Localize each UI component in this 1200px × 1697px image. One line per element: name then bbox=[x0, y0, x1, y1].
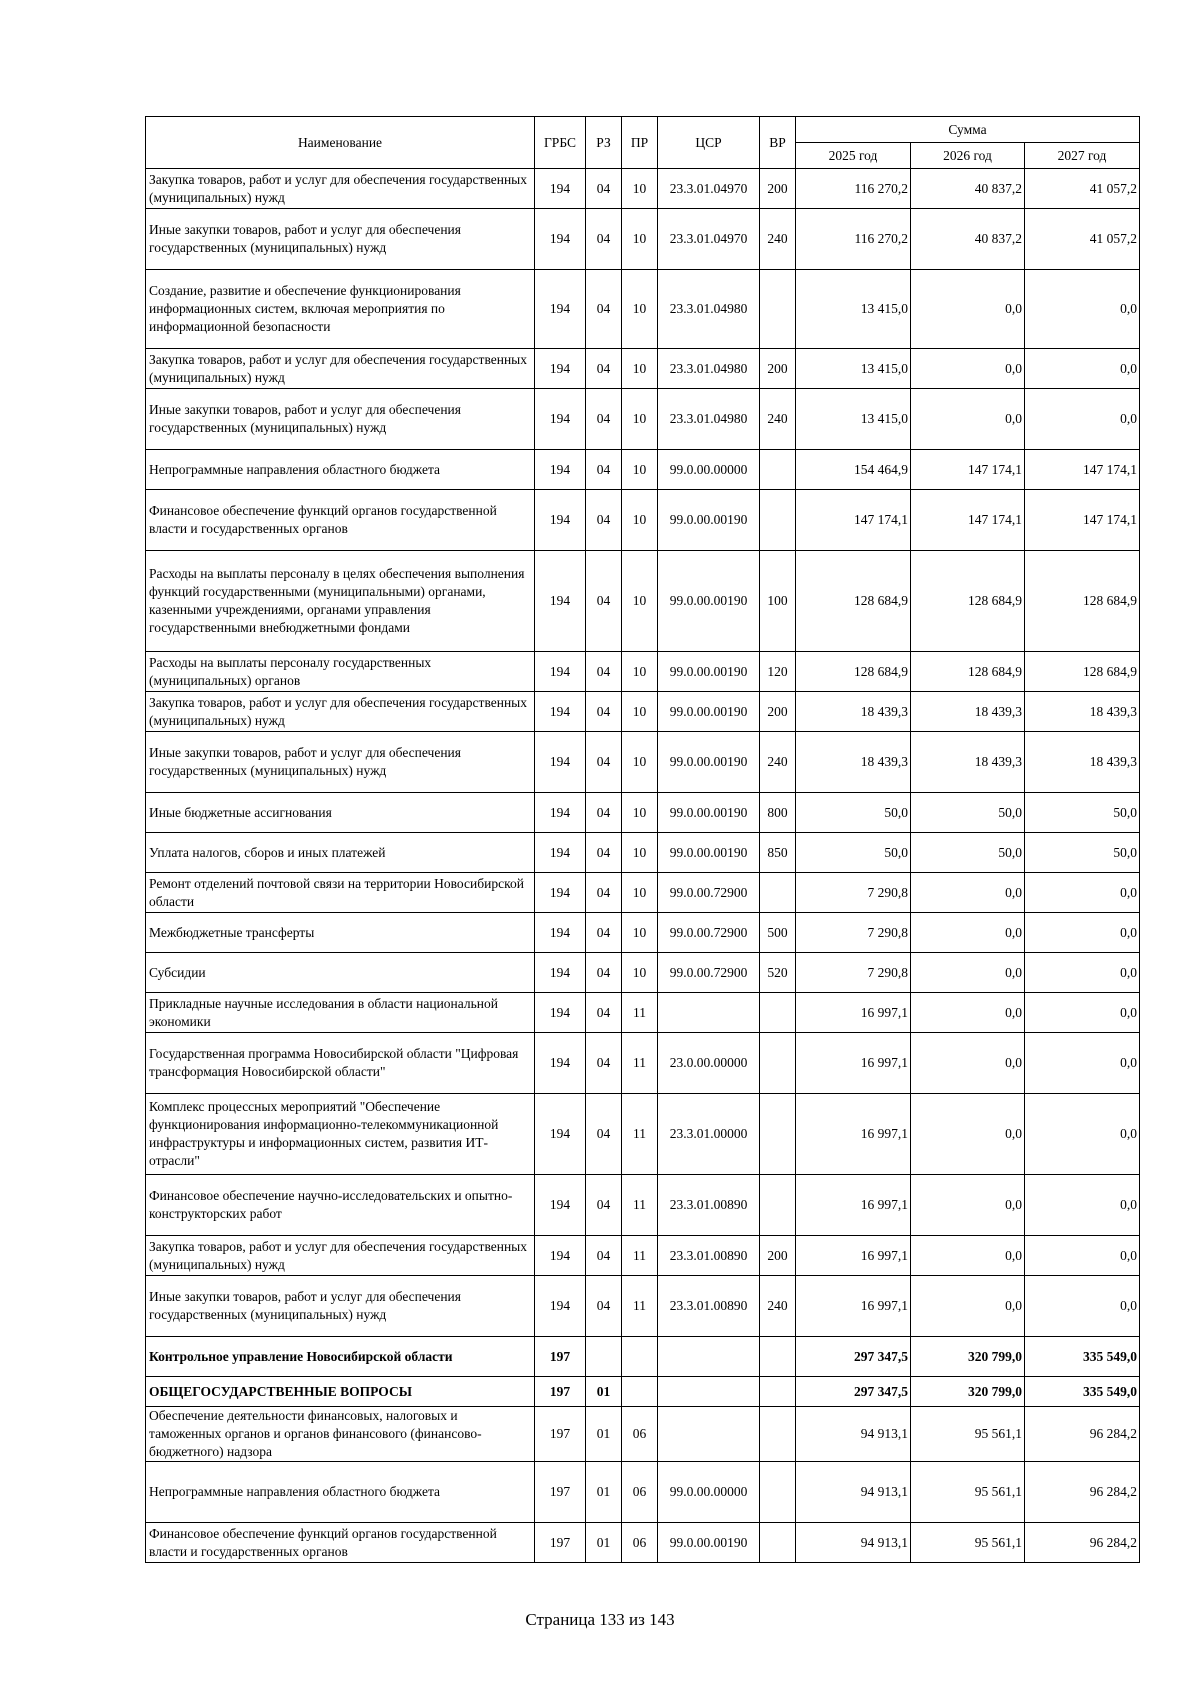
budget-table bbox=[145, 116, 1140, 1563]
row-sum-2026: 95 561,1 bbox=[911, 1523, 1025, 1563]
row-grbs: 194 bbox=[535, 913, 586, 953]
row-sum-2026: 128 684,9 bbox=[911, 652, 1025, 692]
row-name: Закупка товаров, работ и услуг для обеспечения государственных (муниципальных) нужд bbox=[146, 169, 535, 209]
row-rz: 04 bbox=[586, 1033, 622, 1094]
row-sum-2027: 0,0 bbox=[1025, 1033, 1140, 1094]
row-sum-2026: 128 684,9 bbox=[911, 551, 1025, 652]
row-sum-2025: 94 913,1 bbox=[796, 1462, 911, 1523]
row-pr: 10 bbox=[622, 349, 658, 389]
row-grbs: 194 bbox=[535, 1094, 586, 1175]
table-row bbox=[146, 1377, 1140, 1407]
header-rz: РЗ bbox=[586, 117, 622, 169]
table-row bbox=[146, 953, 1140, 993]
header-grbs: ГРБС bbox=[535, 117, 586, 169]
row-vr: 100 bbox=[760, 551, 796, 652]
row-sum-2026: 320 799,0 bbox=[911, 1337, 1025, 1377]
row-pr: 10 bbox=[622, 551, 658, 652]
row-sum-2026: 320 799,0 bbox=[911, 1377, 1025, 1407]
row-csr bbox=[658, 1377, 760, 1407]
row-sum-2026: 147 174,1 bbox=[911, 490, 1025, 551]
row-sum-2027: 147 174,1 bbox=[1025, 490, 1140, 551]
row-vr: 240 bbox=[760, 389, 796, 450]
table-row bbox=[146, 349, 1140, 389]
row-sum-2027: 0,0 bbox=[1025, 953, 1140, 993]
row-csr: 23.3.01.00890 bbox=[658, 1175, 760, 1236]
row-sum-2025: 50,0 bbox=[796, 793, 911, 833]
row-sum-2026: 0,0 bbox=[911, 993, 1025, 1033]
row-name: Иные закупки товаров, работ и услуг для обеспечения государственных (муниципальных) нужд bbox=[146, 1276, 535, 1337]
row-rz: 04 bbox=[586, 953, 622, 993]
row-rz: 01 bbox=[586, 1407, 622, 1462]
row-rz: 04 bbox=[586, 1236, 622, 1276]
row-csr: 99.0.00.00000 bbox=[658, 1462, 760, 1523]
row-rz: 04 bbox=[586, 209, 622, 270]
row-name: Уплата налогов, сборов и иных платежей bbox=[146, 833, 535, 873]
row-sum-2025: 13 415,0 bbox=[796, 349, 911, 389]
table-body bbox=[146, 169, 1140, 1563]
row-sum-2026: 40 837,2 bbox=[911, 169, 1025, 209]
row-grbs: 194 bbox=[535, 389, 586, 450]
row-vr: 200 bbox=[760, 349, 796, 389]
row-sum-2027: 0,0 bbox=[1025, 389, 1140, 450]
row-name: Закупка товаров, работ и услуг для обеспечения государственных (муниципальных) нужд bbox=[146, 349, 535, 389]
row-rz: 04 bbox=[586, 169, 622, 209]
row-pr: 11 bbox=[622, 1236, 658, 1276]
row-csr: 23.3.01.04980 bbox=[658, 389, 760, 450]
row-csr bbox=[658, 1407, 760, 1462]
row-name: Финансовое обеспечение функций органов государственной власти и государственных органов bbox=[146, 490, 535, 551]
row-sum-2026: 0,0 bbox=[911, 913, 1025, 953]
row-vr: 200 bbox=[760, 1236, 796, 1276]
row-csr: 99.0.00.00190 bbox=[658, 1523, 760, 1563]
row-vr bbox=[760, 450, 796, 490]
row-sum-2026: 0,0 bbox=[911, 873, 1025, 913]
table-row bbox=[146, 1175, 1140, 1236]
row-pr: 10 bbox=[622, 450, 658, 490]
row-pr: 06 bbox=[622, 1407, 658, 1462]
row-grbs: 197 bbox=[535, 1462, 586, 1523]
row-sum-2025: 154 464,9 bbox=[796, 450, 911, 490]
row-name: Прикладные научные исследования в области национальной экономики bbox=[146, 993, 535, 1033]
row-vr bbox=[760, 1094, 796, 1175]
row-grbs: 194 bbox=[535, 349, 586, 389]
row-csr: 23.3.01.00890 bbox=[658, 1276, 760, 1337]
row-pr: 10 bbox=[622, 389, 658, 450]
row-name: Ремонт отделений почтовой связи на территории Новосибирской области bbox=[146, 873, 535, 913]
row-sum-2027: 50,0 bbox=[1025, 793, 1140, 833]
row-grbs: 194 bbox=[535, 209, 586, 270]
row-name: Иные закупки товаров, работ и услуг для обеспечения государственных (муниципальных) нужд bbox=[146, 732, 535, 793]
header-year-2026: 2026 год bbox=[911, 143, 1025, 169]
row-sum-2027: 0,0 bbox=[1025, 349, 1140, 389]
row-sum-2027: 0,0 bbox=[1025, 1276, 1140, 1337]
row-pr: 10 bbox=[622, 490, 658, 551]
row-name: Субсидии bbox=[146, 953, 535, 993]
row-rz: 04 bbox=[586, 732, 622, 793]
row-csr: 23.3.01.04980 bbox=[658, 270, 760, 349]
table-row bbox=[146, 1337, 1140, 1377]
row-csr: 99.0.00.72900 bbox=[658, 873, 760, 913]
page-number: Страница 133 из 143 bbox=[525, 1610, 675, 1629]
row-sum-2027: 96 284,2 bbox=[1025, 1523, 1140, 1563]
row-rz: 01 bbox=[586, 1523, 622, 1563]
row-vr: 520 bbox=[760, 953, 796, 993]
row-csr: 23.3.01.04970 bbox=[658, 209, 760, 270]
row-grbs: 194 bbox=[535, 993, 586, 1033]
table-row bbox=[146, 490, 1140, 551]
row-csr: 99.0.00.00190 bbox=[658, 490, 760, 551]
row-pr: 10 bbox=[622, 692, 658, 732]
row-sum-2026: 18 439,3 bbox=[911, 692, 1025, 732]
table-row bbox=[146, 1276, 1140, 1337]
row-sum-2026: 50,0 bbox=[911, 833, 1025, 873]
row-grbs: 194 bbox=[535, 450, 586, 490]
row-pr: 11 bbox=[622, 1094, 658, 1175]
row-sum-2025: 297 347,5 bbox=[796, 1337, 911, 1377]
row-name: Создание, развитие и обеспечение функционирования информационных систем, включая мероприятия по информационной безопасности bbox=[146, 270, 535, 349]
row-rz: 04 bbox=[586, 1175, 622, 1236]
row-sum-2027: 0,0 bbox=[1025, 913, 1140, 953]
row-csr: 99.0.00.00190 bbox=[658, 652, 760, 692]
row-sum-2025: 7 290,8 bbox=[796, 953, 911, 993]
row-name: Комплекс процессных мероприятий "Обеспечение функционирования информационно-телекоммуникационной инфраструктуры и информационных систем, развития ИТ-отрасли" bbox=[146, 1094, 535, 1175]
row-rz: 04 bbox=[586, 873, 622, 913]
row-sum-2027: 0,0 bbox=[1025, 1094, 1140, 1175]
row-csr: 99.0.00.00190 bbox=[658, 793, 760, 833]
row-grbs: 194 bbox=[535, 1033, 586, 1094]
row-pr: 10 bbox=[622, 732, 658, 793]
row-sum-2025: 13 415,0 bbox=[796, 270, 911, 349]
row-grbs: 194 bbox=[535, 953, 586, 993]
row-grbs: 194 bbox=[535, 1175, 586, 1236]
row-grbs: 194 bbox=[535, 793, 586, 833]
row-sum-2025: 7 290,8 bbox=[796, 913, 911, 953]
row-grbs: 194 bbox=[535, 873, 586, 913]
row-sum-2025: 147 174,1 bbox=[796, 490, 911, 551]
row-csr: 99.0.00.00190 bbox=[658, 551, 760, 652]
row-name: Финансовое обеспечение функций органов государственной власти и государственных органов bbox=[146, 1523, 535, 1563]
row-sum-2026: 0,0 bbox=[911, 1236, 1025, 1276]
row-rz: 04 bbox=[586, 270, 622, 349]
row-vr: 240 bbox=[760, 209, 796, 270]
row-sum-2027: 128 684,9 bbox=[1025, 652, 1140, 692]
row-vr bbox=[760, 1462, 796, 1523]
table-row bbox=[146, 450, 1140, 490]
row-rz: 04 bbox=[586, 692, 622, 732]
row-pr: 10 bbox=[622, 833, 658, 873]
table-row bbox=[146, 1033, 1140, 1094]
row-sum-2025: 94 913,1 bbox=[796, 1407, 911, 1462]
row-pr bbox=[622, 1337, 658, 1377]
row-csr: 99.0.00.00190 bbox=[658, 833, 760, 873]
row-pr: 10 bbox=[622, 652, 658, 692]
row-csr: 99.0.00.72900 bbox=[658, 953, 760, 993]
row-pr: 11 bbox=[622, 1033, 658, 1094]
row-pr: 10 bbox=[622, 169, 658, 209]
table-row bbox=[146, 833, 1140, 873]
table-row bbox=[146, 1094, 1140, 1175]
row-name: Закупка товаров, работ и услуг для обеспечения государственных (муниципальных) нужд bbox=[146, 1236, 535, 1276]
row-sum-2027: 96 284,2 bbox=[1025, 1462, 1140, 1523]
header-name: Наименование bbox=[146, 117, 535, 169]
row-pr: 10 bbox=[622, 873, 658, 913]
row-name: Обеспечение деятельности финансовых, налоговых и таможенных органов и органов финансового (финансово-бюджетного) надзора bbox=[146, 1407, 535, 1462]
row-vr: 120 bbox=[760, 652, 796, 692]
row-sum-2026: 0,0 bbox=[911, 270, 1025, 349]
table-row bbox=[146, 652, 1140, 692]
row-pr: 10 bbox=[622, 953, 658, 993]
row-name: Государственная программа Новосибирской области "Цифровая трансформация Новосибирской области" bbox=[146, 1033, 535, 1094]
table-row bbox=[146, 732, 1140, 793]
row-grbs: 194 bbox=[535, 1276, 586, 1337]
row-name: Межбюджетные трансферты bbox=[146, 913, 535, 953]
row-rz: 04 bbox=[586, 490, 622, 551]
row-sum-2025: 116 270,2 bbox=[796, 209, 911, 270]
row-sum-2025: 128 684,9 bbox=[796, 652, 911, 692]
row-vr: 800 bbox=[760, 793, 796, 833]
row-grbs: 197 bbox=[535, 1377, 586, 1407]
row-sum-2027: 0,0 bbox=[1025, 1175, 1140, 1236]
row-sum-2027: 18 439,3 bbox=[1025, 732, 1140, 793]
row-pr: 11 bbox=[622, 993, 658, 1033]
row-vr bbox=[760, 490, 796, 551]
row-pr: 11 bbox=[622, 1276, 658, 1337]
row-sum-2025: 16 997,1 bbox=[796, 1175, 911, 1236]
table-row bbox=[146, 1236, 1140, 1276]
row-pr: 06 bbox=[622, 1462, 658, 1523]
row-name: ОБЩЕГОСУДАРСТВЕННЫЕ ВОПРОСЫ bbox=[146, 1377, 535, 1407]
row-sum-2025: 116 270,2 bbox=[796, 169, 911, 209]
row-rz: 04 bbox=[586, 349, 622, 389]
row-grbs: 194 bbox=[535, 833, 586, 873]
row-rz: 01 bbox=[586, 1377, 622, 1407]
row-name: Финансовое обеспечение научно-исследовательских и опытно-конструкторских работ bbox=[146, 1175, 535, 1236]
row-vr: 200 bbox=[760, 692, 796, 732]
row-sum-2027: 50,0 bbox=[1025, 833, 1140, 873]
header-pr: ПР bbox=[622, 117, 658, 169]
row-sum-2026: 0,0 bbox=[911, 1094, 1025, 1175]
row-vr bbox=[760, 1337, 796, 1377]
row-sum-2027: 0,0 bbox=[1025, 270, 1140, 349]
row-csr: 23.3.01.04970 bbox=[658, 169, 760, 209]
table-row bbox=[146, 692, 1140, 732]
row-sum-2026: 40 837,2 bbox=[911, 209, 1025, 270]
row-rz: 04 bbox=[586, 993, 622, 1033]
row-sum-2026: 50,0 bbox=[911, 793, 1025, 833]
row-csr: 23.3.01.00890 bbox=[658, 1236, 760, 1276]
row-rz: 04 bbox=[586, 450, 622, 490]
table-row bbox=[146, 1407, 1140, 1462]
row-grbs: 194 bbox=[535, 732, 586, 793]
row-sum-2025: 94 913,1 bbox=[796, 1523, 911, 1563]
row-sum-2026: 95 561,1 bbox=[911, 1462, 1025, 1523]
row-vr bbox=[760, 1523, 796, 1563]
row-sum-2025: 7 290,8 bbox=[796, 873, 911, 913]
row-name: Закупка товаров, работ и услуг для обеспечения государственных (муниципальных) нужд bbox=[146, 692, 535, 732]
row-sum-2025: 18 439,3 bbox=[796, 692, 911, 732]
row-grbs: 197 bbox=[535, 1337, 586, 1377]
row-rz: 04 bbox=[586, 551, 622, 652]
row-pr: 11 bbox=[622, 1175, 658, 1236]
row-rz: 04 bbox=[586, 1094, 622, 1175]
row-sum-2026: 147 174,1 bbox=[911, 450, 1025, 490]
row-sum-2025: 16 997,1 bbox=[796, 1236, 911, 1276]
row-vr bbox=[760, 270, 796, 349]
header-year-2025: 2025 год bbox=[796, 143, 911, 169]
row-vr bbox=[760, 1377, 796, 1407]
row-csr: 99.0.00.72900 bbox=[658, 913, 760, 953]
row-sum-2025: 16 997,1 bbox=[796, 1033, 911, 1094]
table-row bbox=[146, 270, 1140, 349]
row-grbs: 194 bbox=[535, 692, 586, 732]
table-row bbox=[146, 873, 1140, 913]
table-row bbox=[146, 209, 1140, 270]
row-vr bbox=[760, 1175, 796, 1236]
row-rz: 01 bbox=[586, 1462, 622, 1523]
row-vr: 240 bbox=[760, 1276, 796, 1337]
row-vr bbox=[760, 993, 796, 1033]
row-vr: 850 bbox=[760, 833, 796, 873]
row-vr bbox=[760, 1407, 796, 1462]
row-sum-2025: 297 347,5 bbox=[796, 1377, 911, 1407]
row-vr: 200 bbox=[760, 169, 796, 209]
row-grbs: 194 bbox=[535, 1236, 586, 1276]
row-name: Контрольное управление Новосибирской области bbox=[146, 1337, 535, 1377]
row-sum-2026: 0,0 bbox=[911, 1276, 1025, 1337]
row-rz: 04 bbox=[586, 389, 622, 450]
row-grbs: 194 bbox=[535, 270, 586, 349]
row-sum-2027: 41 057,2 bbox=[1025, 169, 1140, 209]
row-pr: 10 bbox=[622, 270, 658, 349]
row-csr: 99.0.00.00000 bbox=[658, 450, 760, 490]
table-row bbox=[146, 993, 1140, 1033]
table-row bbox=[146, 169, 1140, 209]
row-grbs: 197 bbox=[535, 1523, 586, 1563]
row-sum-2026: 0,0 bbox=[911, 1175, 1025, 1236]
row-grbs: 194 bbox=[535, 551, 586, 652]
header-year-2027: 2027 год bbox=[1025, 143, 1140, 169]
row-sum-2025: 18 439,3 bbox=[796, 732, 911, 793]
row-sum-2027: 335 549,0 bbox=[1025, 1337, 1140, 1377]
row-rz: 04 bbox=[586, 913, 622, 953]
row-grbs: 194 bbox=[535, 490, 586, 551]
row-rz bbox=[586, 1337, 622, 1377]
row-sum-2025: 128 684,9 bbox=[796, 551, 911, 652]
table-row bbox=[146, 551, 1140, 652]
row-sum-2025: 50,0 bbox=[796, 833, 911, 873]
row-name: Иные бюджетные ассигнования bbox=[146, 793, 535, 833]
row-name: Непрограммные направления областного бюджета bbox=[146, 1462, 535, 1523]
row-sum-2026: 0,0 bbox=[911, 1033, 1025, 1094]
row-csr bbox=[658, 993, 760, 1033]
header-sum: Сумма bbox=[796, 117, 1140, 143]
row-grbs: 194 bbox=[535, 169, 586, 209]
row-csr: 23.3.01.00000 bbox=[658, 1094, 760, 1175]
row-sum-2025: 16 997,1 bbox=[796, 1276, 911, 1337]
row-sum-2027: 0,0 bbox=[1025, 1236, 1140, 1276]
row-vr bbox=[760, 1033, 796, 1094]
row-csr bbox=[658, 1337, 760, 1377]
row-vr: 240 bbox=[760, 732, 796, 793]
row-vr: 500 bbox=[760, 913, 796, 953]
row-pr: 10 bbox=[622, 913, 658, 953]
row-sum-2026: 95 561,1 bbox=[911, 1407, 1025, 1462]
row-name: Расходы на выплаты персоналу в целях обеспечения выполнения функций государственными (муниципальными) органами, казенными учреждениями, органами управления государственными внебюджетными фондами bbox=[146, 551, 535, 652]
row-sum-2026: 18 439,3 bbox=[911, 732, 1025, 793]
row-csr: 23.3.01.04980 bbox=[658, 349, 760, 389]
row-pr: 10 bbox=[622, 793, 658, 833]
row-csr: 23.0.00.00000 bbox=[658, 1033, 760, 1094]
table-header bbox=[146, 117, 1140, 169]
header-vr: ВР bbox=[760, 117, 796, 169]
row-csr: 99.0.00.00190 bbox=[658, 692, 760, 732]
row-pr: 10 bbox=[622, 209, 658, 270]
row-grbs: 194 bbox=[535, 652, 586, 692]
row-sum-2027: 128 684,9 bbox=[1025, 551, 1140, 652]
table-row bbox=[146, 389, 1140, 450]
table-row bbox=[146, 793, 1140, 833]
row-pr: 06 bbox=[622, 1523, 658, 1563]
row-name: Расходы на выплаты персоналу государственных (муниципальных) органов bbox=[146, 652, 535, 692]
row-grbs: 197 bbox=[535, 1407, 586, 1462]
row-sum-2027: 147 174,1 bbox=[1025, 450, 1140, 490]
row-rz: 04 bbox=[586, 1276, 622, 1337]
row-rz: 04 bbox=[586, 833, 622, 873]
row-sum-2027: 18 439,3 bbox=[1025, 692, 1140, 732]
table-row bbox=[146, 1523, 1140, 1563]
row-name: Непрограммные направления областного бюджета bbox=[146, 450, 535, 490]
row-sum-2027: 41 057,2 bbox=[1025, 209, 1140, 270]
row-rz: 04 bbox=[586, 793, 622, 833]
row-csr: 99.0.00.00190 bbox=[658, 732, 760, 793]
row-vr bbox=[760, 873, 796, 913]
row-sum-2027: 0,0 bbox=[1025, 993, 1140, 1033]
row-sum-2025: 13 415,0 bbox=[796, 389, 911, 450]
row-rz: 04 bbox=[586, 652, 622, 692]
row-pr bbox=[622, 1377, 658, 1407]
row-sum-2025: 16 997,1 bbox=[796, 993, 911, 1033]
table-row bbox=[146, 1462, 1140, 1523]
row-sum-2027: 96 284,2 bbox=[1025, 1407, 1140, 1462]
row-sum-2027: 335 549,0 bbox=[1025, 1377, 1140, 1407]
header-csr: ЦСР bbox=[658, 117, 760, 169]
row-sum-2027: 0,0 bbox=[1025, 873, 1140, 913]
row-sum-2026: 0,0 bbox=[911, 349, 1025, 389]
table-row bbox=[146, 913, 1140, 953]
row-sum-2025: 16 997,1 bbox=[796, 1094, 911, 1175]
row-sum-2026: 0,0 bbox=[911, 389, 1025, 450]
row-sum-2026: 0,0 bbox=[911, 953, 1025, 993]
row-name: Иные закупки товаров, работ и услуг для обеспечения государственных (муниципальных) нужд bbox=[146, 209, 535, 270]
row-name: Иные закупки товаров, работ и услуг для обеспечения государственных (муниципальных) нужд bbox=[146, 389, 535, 450]
